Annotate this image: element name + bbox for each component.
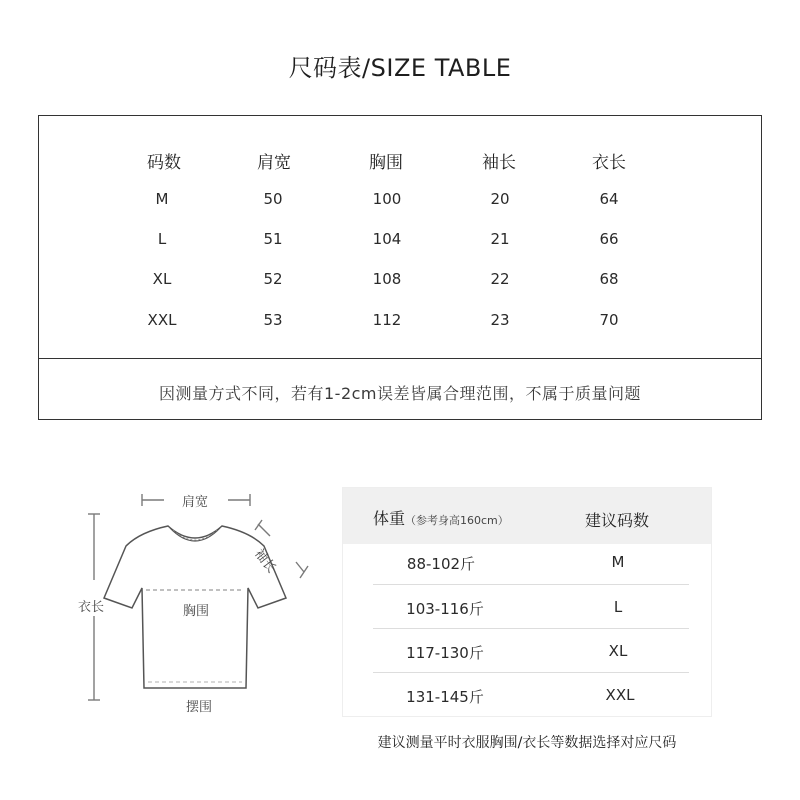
header-sleeve: 袖长 (482, 153, 516, 173)
table-cell: M (155, 190, 169, 208)
header-length: 衣长 (592, 153, 626, 173)
page-title: 尺码表/SIZE TABLE (288, 54, 512, 82)
shirt-diagram (60, 480, 330, 730)
header-shoulder: 肩宽 (257, 153, 291, 173)
row-divider (373, 584, 689, 585)
weight-table (343, 488, 711, 716)
table-cell: 52 (263, 270, 283, 288)
header-chest: 胸围 (369, 153, 403, 173)
weight-header-label: 体重 (373, 509, 406, 528)
row-divider (373, 628, 689, 629)
shoulder-label: 肩宽 (182, 495, 209, 510)
table-cell: 20 (490, 190, 510, 208)
sleeve-label: 袖长 (251, 546, 279, 577)
table-cell: XL (152, 270, 172, 288)
table-cell: XXL (147, 311, 177, 329)
table-cell: 22 (490, 270, 510, 288)
table-cell: 21 (490, 230, 510, 248)
table-cell: 100 (372, 190, 402, 208)
size-header-label: 建议码数 (584, 511, 650, 530)
row-divider (373, 672, 689, 673)
weight-cell: 131-145斤 (406, 688, 484, 706)
size-cell: L (613, 598, 623, 616)
weight-cell: 117-130斤 (406, 644, 484, 662)
weight-cell: 88-102斤 (406, 555, 476, 573)
weight-cell: 103-116斤 (406, 600, 484, 618)
measurement-note: 因测量方式不同，若有1-2cm误差皆属合理范围，不属于质量问题 (158, 384, 642, 403)
hem-label: 摆围 (186, 700, 213, 715)
table-cell: 23 (490, 311, 510, 329)
length-label: 衣长 (78, 600, 105, 615)
selection-note: 建议测量平时衣服胸围/衣长等数据选择对应尺码 (377, 735, 677, 751)
table-divider (39, 358, 761, 359)
weight-header-group (373, 506, 509, 529)
size-table (38, 115, 762, 420)
table-cell: L (157, 230, 167, 248)
header-size: 码数 (147, 153, 181, 173)
table-cell: 104 (372, 230, 402, 248)
table-cell: 50 (263, 190, 283, 208)
chest-label: 胸围 (183, 604, 210, 619)
table-cell: 66 (599, 230, 619, 248)
table-cell: 64 (599, 190, 619, 208)
size-cell: M (611, 553, 625, 571)
table-cell: 51 (263, 230, 283, 248)
table-cell: 68 (599, 270, 619, 288)
table-cell: 53 (263, 311, 283, 329)
table-cell: 70 (599, 311, 619, 329)
size-cell: XXL (605, 686, 635, 704)
weight-header-note: （参考身高160cm） (405, 514, 509, 527)
table-cell: 112 (372, 311, 402, 329)
size-cell: XL (608, 642, 628, 660)
table-cell: 108 (372, 270, 402, 288)
